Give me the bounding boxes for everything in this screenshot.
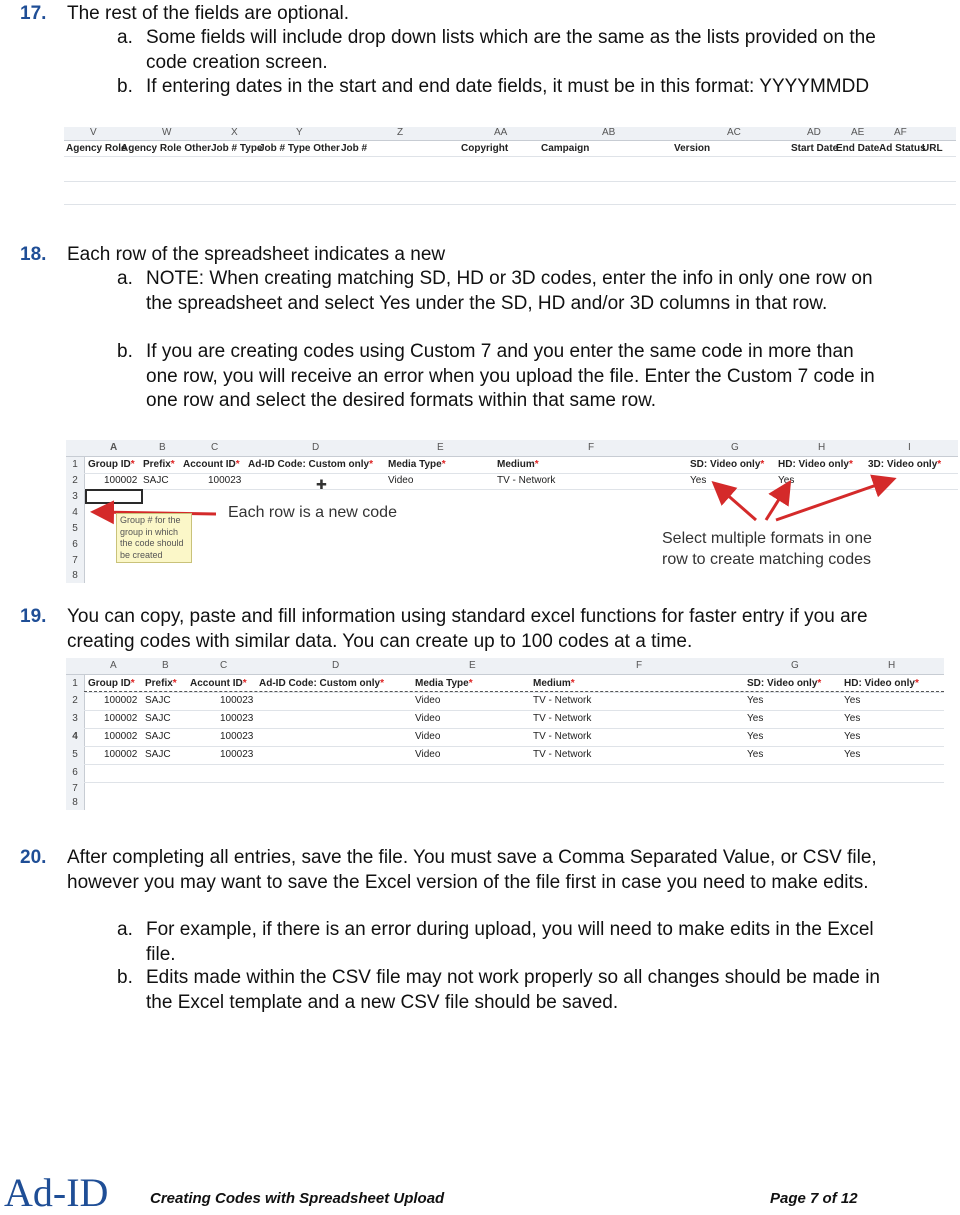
header-cell: Group ID*	[88, 459, 135, 470]
column-letter: A	[110, 442, 118, 453]
sub-letter: b.	[117, 76, 133, 97]
spreadsheet-fill-example	[66, 658, 944, 810]
cell-medium: TV - Network	[533, 749, 592, 760]
cell-media-type: Video	[388, 475, 414, 486]
cell-hd: Yes	[778, 475, 795, 486]
column-letter: C	[220, 660, 228, 671]
cell-prefix: SAJC	[143, 475, 169, 486]
cell-account-id: 100023	[220, 731, 254, 742]
sub-letter: b.	[117, 967, 133, 988]
row-number: 8	[66, 796, 85, 810]
sub-letter: b.	[117, 341, 133, 362]
column-letter: C	[211, 442, 219, 453]
header-cell: Account ID*	[190, 678, 247, 689]
column-letter: W	[162, 127, 172, 138]
ad-id-logo	[4, 1166, 114, 1212]
column-letter: D	[312, 442, 320, 453]
step-text: You can copy, paste and fill information using standard excel functions for faster entry if you are creating codes with similar data. You can create up to 100 codes at a time.	[67, 606, 868, 652]
column-letter: Y	[296, 127, 303, 138]
step-number: 17.	[20, 3, 47, 24]
cell-prefix: SAJC	[145, 695, 171, 706]
cell-media-type: Video	[415, 749, 441, 760]
header-cell: Prefix*	[145, 678, 177, 689]
column-letter: H	[818, 442, 826, 453]
sub-text: If you are creating codes using Custom 7 and you enter the same code in more than one row, you will receive an error when you upload the file. Enter the Custom 7 code in one row and select the desired formats within that same row.	[146, 341, 875, 411]
column-letter: AF	[894, 127, 907, 138]
cell-hd: Yes	[844, 695, 861, 706]
header-cell: Account ID*	[183, 459, 240, 470]
step-number: 19.	[20, 606, 47, 627]
column-letter: F	[588, 442, 595, 453]
header-cell: SD: Video only*	[747, 678, 822, 689]
header-cell: Job #	[341, 143, 368, 154]
column-letter: H	[888, 660, 896, 671]
row-number: 2	[66, 692, 85, 710]
cell-sd: Yes	[690, 475, 707, 486]
row-number: 1	[66, 457, 85, 473]
column-letter: AC	[727, 127, 741, 138]
header-cell: Agency Role	[66, 143, 127, 154]
header-cell: Ad-ID Code: Custom only*	[259, 678, 385, 689]
grid-line	[84, 692, 944, 693]
column-letter: AE	[851, 127, 865, 138]
cell-hd: Yes	[844, 731, 861, 742]
column-letter: V	[90, 127, 97, 138]
header-cell: Job # Type Other	[259, 143, 340, 154]
column-letter: AD	[807, 127, 821, 138]
row-number: 2	[66, 473, 85, 489]
column-letter-bar	[64, 127, 956, 141]
row-number: 7	[66, 782, 85, 796]
header-cell: Copyright	[461, 143, 509, 154]
header-cell: Start Date	[791, 143, 839, 154]
spreadsheet-optional-fields	[64, 127, 956, 207]
header-cell: 3D: Video only*	[868, 459, 942, 470]
grid-line	[84, 764, 944, 765]
column-letter: E	[437, 442, 444, 453]
header-cell: Ad-ID Code: Custom only*	[248, 459, 374, 470]
sub-text: For example, if there is an error during upload, you will need to make edits in the Excel file.	[146, 919, 874, 965]
cell-sd: Yes	[747, 731, 764, 742]
row-number: 6	[66, 537, 85, 553]
sub-text: Edits made within the CSV file may not work properly so all changes should be made in the Excel template and a new CSV file should be saved.	[146, 967, 880, 1013]
grid-line	[84, 710, 944, 711]
annotation-row-code: Each row is a new code	[228, 504, 397, 521]
sub-text: NOTE: When creating matching SD, HD or 3D codes, enter the info in only one row on the spreadsheet and select Yes under the SD, HD and/or 3D columns in that row.	[146, 268, 873, 314]
header-cell: Medium*	[497, 459, 539, 470]
cell-medium: TV - Network	[533, 731, 592, 742]
cell-group-id: 100002	[104, 695, 138, 706]
sub-text: Some fields will include drop down lists which are the same as the lists provided on the code creation screen.	[146, 27, 876, 73]
cell-prefix: SAJC	[145, 749, 171, 760]
cell-group-id: 100002	[104, 713, 138, 724]
column-letter: G	[731, 442, 739, 453]
cell-sd: Yes	[747, 713, 764, 724]
column-letter: B	[162, 660, 169, 671]
header-cell: End Date	[836, 143, 880, 154]
column-letter: AB	[602, 127, 616, 138]
cell-prefix: SAJC	[145, 713, 171, 724]
header-cell: Agency Role Other	[121, 143, 212, 154]
row-number: 8	[66, 569, 85, 583]
cursor-plus-icon: ✚	[316, 477, 327, 492]
cell-sd: Yes	[747, 749, 764, 760]
cell-hd: Yes	[844, 749, 861, 760]
header-cell: HD: Video only*	[844, 678, 919, 689]
cell-account-id: 100023	[220, 749, 254, 760]
cell-prefix: SAJC	[145, 731, 171, 742]
column-letter: D	[332, 660, 340, 671]
header-cell: Media Type*	[415, 678, 473, 689]
row-number: 4	[66, 505, 85, 521]
header-cell: Media Type*	[388, 459, 446, 470]
cell-group-id: 100002	[104, 475, 138, 486]
row-number: 4	[66, 728, 85, 746]
header-cell: Medium*	[533, 678, 575, 689]
grid-line	[64, 204, 956, 205]
header-cell: HD: Video only*	[778, 459, 853, 470]
sub-letter: a.	[117, 268, 133, 289]
cell-account-id: 100023	[220, 713, 254, 724]
column-letter: F	[636, 660, 643, 671]
header-cell: Job # Type	[211, 143, 263, 154]
column-letter: A	[110, 660, 117, 671]
row-number: 6	[66, 764, 85, 782]
header-cell: Campaign	[541, 143, 590, 154]
step-text: Each row of the spreadsheet indicates a new	[67, 244, 446, 265]
cell-account-id: 100023	[220, 695, 254, 706]
grid-line	[84, 782, 944, 783]
row-number: 5	[66, 521, 85, 537]
cell-group-id: 100002	[104, 749, 138, 760]
cell-medium: TV - Network	[497, 475, 556, 486]
footer-page-number: Page 7 of 12	[770, 1190, 858, 1207]
step-number: 18.	[20, 244, 47, 265]
header-cell: Prefix*	[143, 459, 175, 470]
column-letter: I	[908, 442, 911, 453]
cell-media-type: Video	[415, 695, 441, 706]
column-letter: B	[159, 442, 166, 453]
cell-medium: TV - Network	[533, 713, 592, 724]
cell-medium: TV - Network	[533, 695, 592, 706]
column-letter: X	[231, 127, 238, 138]
header-cell: URL	[922, 143, 943, 154]
annotation-formats: Select multiple formats in one row to create matching codes	[662, 530, 872, 568]
copy-marquee	[84, 691, 944, 692]
cell-sd: Yes	[747, 695, 764, 706]
column-letter-bar	[66, 658, 944, 675]
grid-line	[84, 746, 944, 747]
cell-account-id: 100023	[208, 475, 242, 486]
row-number: 7	[66, 553, 85, 569]
step-text: The rest of the fields are optional.	[67, 3, 349, 24]
cell-hd: Yes	[844, 713, 861, 724]
header-cell: Ad Status	[879, 143, 926, 154]
row-number: 3	[66, 710, 85, 728]
cell-media-type: Video	[415, 731, 441, 742]
sub-letter: a.	[117, 27, 133, 48]
header-cell: Version	[674, 143, 711, 154]
row-number: 1	[66, 675, 85, 692]
group-id-callout: Group # for the group in which the code should be created	[116, 513, 192, 563]
footer-title: Creating Codes with Spreadsheet Upload	[150, 1190, 445, 1207]
grid-line	[64, 156, 956, 157]
header-cell: SD: Video only*	[690, 459, 765, 470]
row-number: 5	[66, 746, 85, 764]
grid-line	[84, 728, 944, 729]
sub-letter: a.	[117, 919, 133, 940]
cell-group-id: 100002	[104, 731, 138, 742]
step-number: 20.	[20, 847, 47, 868]
header-cell: Group ID*	[88, 678, 135, 689]
column-letter: E	[469, 660, 476, 671]
row-number: 3	[66, 489, 85, 505]
step-text: After completing all entries, save the file. You must save a Comma Separated Value, or CSV file, however you may want to save the Excel version of the file first in case you need to make edits.	[67, 847, 877, 893]
sub-text: If entering dates in the start and end date fields, it must be in this format: YYYYMMDD	[146, 76, 870, 97]
grid-line	[64, 181, 956, 182]
cell-media-type: Video	[415, 713, 441, 724]
logo-text: Ad-ID	[4, 1170, 109, 1212]
column-letter: Z	[397, 127, 404, 138]
column-letter: AA	[494, 127, 508, 138]
column-letter: G	[791, 660, 799, 671]
